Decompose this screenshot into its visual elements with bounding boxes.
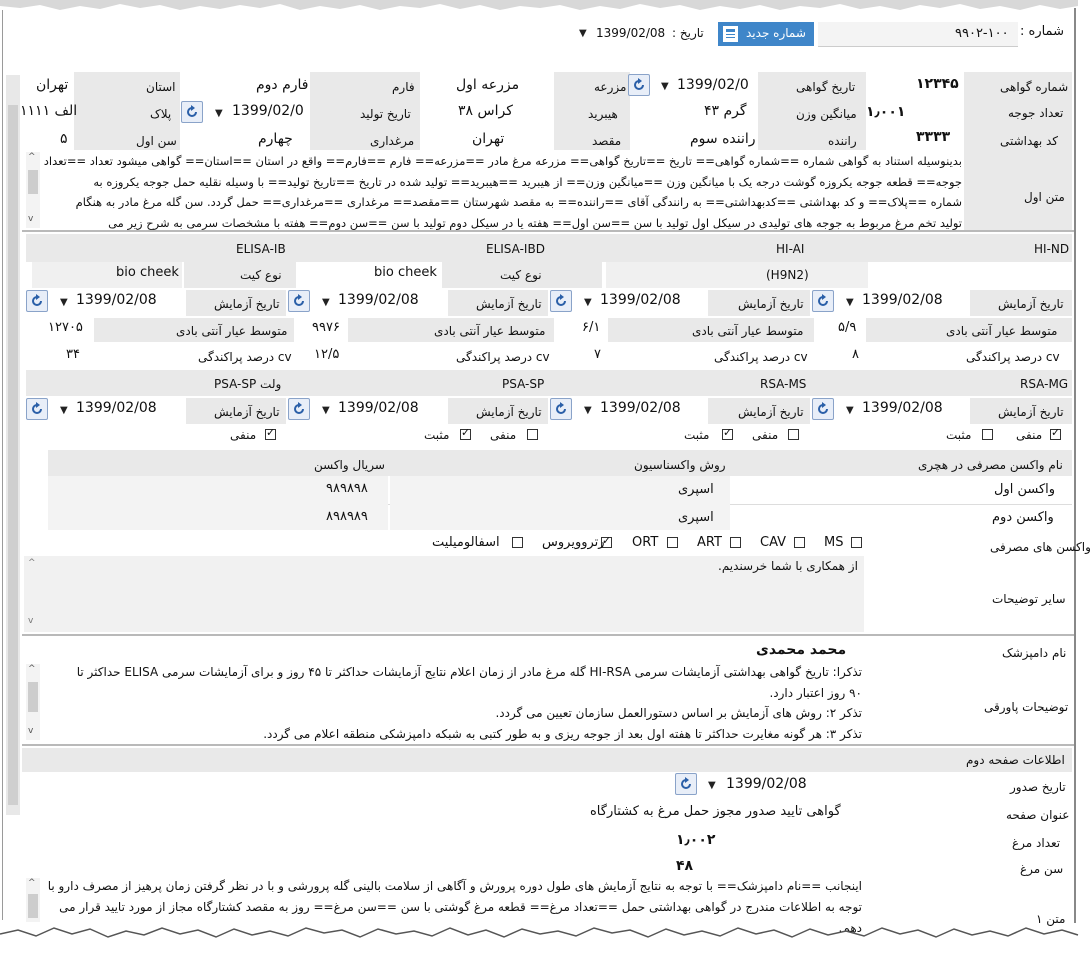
negative-label: منفی: [230, 428, 257, 442]
refresh-icon[interactable]: [675, 773, 697, 795]
cv-elisa-ibd: ۱۲/۵: [314, 347, 340, 362]
hatchery-label: مرغداری: [370, 134, 415, 148]
kit-label-ibd: نوع کیت: [500, 268, 542, 282]
refresh-icon[interactable]: [812, 398, 834, 420]
chevron-down-icon[interactable]: ▼: [584, 405, 592, 416]
text1-line: تولید تخم مرغ مربوط به جوجه های تولیدی در سیکل اول تولید با سن ==سن اول== هفته یا در سیکل دوم تولید با سن ==سن دوم== هفته با مشخصات سرمی به شرح زیر می: [108, 215, 962, 230]
tests2-header-bar: [26, 370, 1072, 396]
footnote-line: ۹۰ روز اعتبار دارد.: [769, 685, 862, 700]
bird-count-label: تعداد مرغ: [1012, 836, 1061, 850]
positive-checkbox-rsa-ms[interactable]: [722, 429, 733, 440]
chevron-down-icon[interactable]: ▼: [60, 297, 68, 308]
negative-checkbox-psa-sp[interactable]: [527, 429, 538, 440]
first-age-label: سن اول: [136, 134, 177, 148]
plate-label: پلاک: [150, 107, 172, 121]
avg-titer-hiai: ۶/۱: [582, 320, 601, 335]
test-header-hiai: HI-AI: [776, 242, 805, 256]
avg-titer-elisa-ib: ۱۲۷۰۵: [48, 320, 83, 335]
footnotes-scrollbar[interactable]: ^ v: [26, 664, 40, 740]
test-date-label-hind: تاریخ آزمایش: [998, 297, 1064, 311]
test-date-rsa-mg[interactable]: 1399/02/08: [862, 400, 943, 416]
first-age-value: ۵: [60, 131, 68, 147]
refresh-icon[interactable]: [26, 290, 48, 312]
test-header-elisa-ibd: ELISA-IBD: [486, 242, 545, 256]
issue-date-label: تاریخ صدور: [1010, 780, 1066, 794]
table-row[interactable]: [48, 476, 1072, 505]
cert-date-value[interactable]: 1399/02/0: [677, 77, 749, 93]
section-divider: [22, 744, 1074, 746]
positive-checkbox-psa-sp[interactable]: [460, 429, 471, 440]
kit-label-ib: نوع کیت: [240, 268, 282, 282]
footnote-line: تذکر ۳: هر گونه مغایرت حداکثر تا هفته اول بعد از جوجه ریزی و به طور کتبی به شبکه دامپزشکی منطقه اعلام می گردد.: [263, 726, 862, 741]
chevron-down-icon[interactable]: ▼: [579, 28, 587, 39]
test-header-elisa-ib: ELISA-IB: [236, 242, 286, 256]
text1-scrollbar[interactable]: ^ v: [26, 152, 40, 228]
vet-label: نام دامپزشک: [1002, 646, 1067, 660]
test-date-label-hiai: تاریخ آزمایش: [738, 297, 804, 311]
text1-line: جوجه== قطعه جوجه یکروزه گوشت درجه یک با میانگین وزن ==میانگین وزن== از هیبرید ==هیبرید== تولید شده در تاریخ ==تاریخ تولید== با وسیله نقلیه حمل جوجه یکروزه به: [93, 174, 962, 189]
negative-label: منفی: [1016, 428, 1043, 442]
prod-date-label: تاریخ تولید: [360, 107, 411, 121]
negative-label: منفی: [752, 428, 779, 442]
avg-titer-label: متوسط عیار آنتی بادی: [434, 324, 546, 338]
dest-value: تهران: [472, 131, 505, 147]
vaccine-checkbox-cav[interactable]: [794, 537, 805, 548]
cv-elisa-ib: ۳۴: [66, 347, 80, 362]
kit-value-ib: bio cheek: [116, 265, 179, 280]
vaccine-col-name: نام واکسن مصرفی در هچری: [918, 458, 1063, 472]
other-notes-scrollbar[interactable]: ^ v: [26, 558, 40, 630]
test-date-label-psa-sp-volt: تاریخ آزمایش: [214, 405, 280, 419]
vaccine-option-cav: CAV: [760, 535, 787, 550]
avg-titer-hind: ۵/۹: [838, 320, 857, 335]
vaccine-method: اسپری: [678, 482, 714, 497]
torn-edge-top: [0, 0, 1078, 14]
test-date-hind[interactable]: 1399/02/08: [862, 292, 943, 308]
section-divider: [22, 230, 1074, 232]
negative-checkbox-psa-sp-volt[interactable]: [265, 429, 276, 440]
bird-age-label: سن مرغ: [1020, 862, 1064, 876]
chevron-down-icon[interactable]: ▼: [322, 405, 330, 416]
test-header-rsa-mg: RSA-MG: [1020, 377, 1069, 391]
cert-label-column: [964, 72, 1072, 230]
cert-no-value: ۱۲۳۴۵: [916, 76, 959, 92]
section-divider: [22, 634, 1074, 636]
health-code-label: کد بهداشتی: [1000, 134, 1059, 148]
test-date-psa-sp-volt[interactable]: 1399/02/08: [76, 400, 157, 416]
refresh-icon[interactable]: [26, 398, 48, 420]
avg-titer-label: متوسط عیار آنتی بادی: [946, 324, 1058, 338]
left-scrollbar[interactable]: [6, 75, 20, 815]
text1-label: متن اول: [1024, 190, 1065, 204]
text1-body[interactable]: [42, 151, 962, 229]
chick-count-value: ۱٫۰۰۱: [866, 104, 906, 120]
header-date-value[interactable]: 1399/02/08: [596, 26, 666, 40]
footnotes-label: توضیحات پاورقی: [984, 700, 1069, 714]
chevron-down-icon[interactable]: ▼: [215, 108, 223, 119]
positive-label: مثبت: [424, 428, 450, 442]
chevron-down-icon[interactable]: ▼: [584, 297, 592, 308]
refresh-icon[interactable]: [550, 398, 572, 420]
calculator-icon: [723, 26, 738, 42]
chick-count-label: تعداد جوجه: [1008, 106, 1064, 120]
negative-checkbox-rsa-mg[interactable]: [1050, 429, 1061, 440]
page2-text-line: توجه به اطلاعات مندرج در گواهی بهداشتی حمل ==تعداد مرغ== قطعه مرغ گوشتی با سن ==سن مرغ== روز به مقصد کشتارگاه مجاز از مورد تایید قرار می: [59, 900, 862, 914]
hybrid-label: هیبرید: [588, 107, 618, 121]
negative-label: منفی: [490, 428, 517, 442]
new-number-button-label: شماره جدید: [746, 26, 806, 40]
cert-no-label: شماره گواهی: [1000, 80, 1069, 94]
test-date-label-psa-sp: تاریخ آزمایش: [476, 405, 542, 419]
vaccine-name: واکسن دوم: [992, 510, 1054, 525]
vaccine-checkbox-ort[interactable]: [667, 537, 678, 548]
cert-number-label: شماره :: [1020, 24, 1064, 39]
vaccine-option-encephalomyelitis: اسفالومیلیت: [432, 535, 500, 550]
dest-label: مقصد: [592, 134, 622, 148]
test-date-label-elisa-ibd: تاریخ آزمایش: [476, 297, 542, 311]
bird-age-value: ۴۸: [676, 858, 694, 874]
positive-label: مثبت: [684, 428, 710, 442]
province-label: استان: [146, 80, 176, 94]
test-header-hind: HI-ND: [1034, 242, 1070, 256]
window-left-border: [2, 10, 3, 920]
vaccine-col-serial: سریال واکسن: [314, 458, 385, 472]
refresh-icon[interactable]: [812, 290, 834, 312]
issue-date-value[interactable]: 1399/02/08: [726, 776, 807, 792]
hatchery-value: چهارم: [258, 131, 293, 147]
avg-titer-elisa-ibd: ۹۹۷۶: [312, 320, 340, 335]
chevron-down-icon[interactable]: ▼: [846, 405, 854, 416]
vaccine-option-ort: ORT: [632, 535, 659, 550]
footnote-line: تذکرا: تاریخ گواهی بهداشتی آزمایشات سرمی HI-RSA گله مرغ مادر از زمان اعلام نتایج آزمایشات حداکثر تا ۴۵ روز و برای آزمایشات سرمی ELISA حداکثر تا: [76, 665, 862, 679]
cv-hiai: ۷: [594, 347, 601, 362]
page2-section-title: اطلاعات صفحه دوم: [966, 753, 1065, 767]
cv-label: درصد پراکندگی cv: [966, 350, 1060, 364]
test-date-label-rsa-mg: تاریخ آزمایش: [998, 405, 1064, 419]
page-title-label: عنوان صفحه: [1006, 808, 1070, 822]
chevron-down-icon[interactable]: ▼: [661, 81, 669, 92]
bird-count-value: ۱٫۰۰۲: [676, 832, 716, 848]
vaccine-checkbox-encephalomyelitis[interactable]: [512, 537, 523, 548]
kit-value-ibd: bio cheek: [374, 265, 437, 280]
prod-date-value[interactable]: 1399/02/0: [232, 103, 304, 119]
table-row[interactable]: [48, 504, 1072, 530]
cv-hind: ۸: [852, 347, 859, 362]
farm-value: مزرعه اول: [456, 77, 520, 93]
vaccine-option-ms: MS: [824, 535, 844, 550]
vaccines-used-label: واکسن های مصرفی: [990, 540, 1091, 554]
farm2-label: فارم: [392, 80, 415, 94]
test-date-elisa-ibd[interactable]: 1399/02/08: [338, 292, 419, 308]
text1-line: بدینوسیله استناد به گواهی شماره ==شماره گواهی== تاریخ ==تاریخ گواهی== مزرعه مرغ مادر ==مزرعه== فارم ==فارم== واقع در استان ==استان== گواهی میشود تعداد ==تعداد: [43, 154, 962, 168]
new-number-button[interactable]: [718, 22, 814, 46]
refresh-icon[interactable]: [181, 101, 203, 123]
driver-value: راننده سوم: [690, 131, 756, 147]
vaccine-checkbox-art[interactable]: [730, 537, 741, 548]
province-value: تهران: [36, 77, 69, 93]
refresh-icon[interactable]: [288, 290, 310, 312]
footnotes-body[interactable]: [42, 662, 862, 742]
health-code-value: ۳۳۳۳: [916, 129, 951, 145]
refresh-icon[interactable]: [288, 398, 310, 420]
test-date-label-rsa-ms: تاریخ آزمایش: [738, 405, 804, 419]
positive-checkbox-rsa-mg[interactable]: [982, 429, 993, 440]
refresh-icon[interactable]: [550, 290, 572, 312]
cert-number-value: ۹۹۰۲-۱۰۰: [955, 26, 1009, 41]
chevron-down-icon[interactable]: ▼: [846, 297, 854, 308]
other-notes-text: از همکاری با شما خرسندیم.: [718, 559, 858, 573]
vaccine-name: واکسن اول: [994, 482, 1056, 497]
torn-edge-bottom: [0, 922, 1078, 953]
cv-label: درصد پراکندگی cv: [198, 350, 292, 364]
positive-label: مثبت: [946, 428, 972, 442]
page2-text-body[interactable]: [42, 876, 862, 935]
test-header-rsa-ms: RSA-MS: [760, 377, 807, 391]
page2-section-header: [22, 748, 1072, 772]
farm2-value: فارم دوم: [256, 77, 309, 93]
avg-titer-label: متوسط عیار آنتی بادی: [176, 324, 288, 338]
test-date-hiai[interactable]: 1399/02/08: [600, 292, 681, 308]
page2-text1-label: متن ۱: [1036, 912, 1066, 926]
test-date-rsa-ms[interactable]: 1399/02/08: [600, 400, 681, 416]
plate-value: ۱۱الف ۱۱: [20, 103, 78, 119]
page2-text-line: اینجانب ==نام دامپزشک== با توجه به نتایج آزمایش های طول دوره پرورش و آگاهی از سلامت بالینی گله پرورشی و با در نظر گرفتن زمان پرهیز از مصرف دارو با: [47, 879, 862, 893]
hybrid-value: کراس ۳۸: [458, 103, 513, 119]
footnote-line: تذکر ۲: روش های آزمایش بر اساس دستورالعمل سازمان تعیین می گردد.: [495, 706, 862, 720]
vaccine-method: اسپری: [678, 510, 714, 525]
window-right-border: [1074, 8, 1076, 923]
vaccine-option-art: ART: [697, 535, 722, 550]
h9n2-label: (H9N2): [766, 268, 809, 282]
vaccine-checkbox-ms[interactable]: [851, 537, 862, 548]
test-header-psa-sp-volt: PSA-SP ولت: [214, 377, 282, 391]
chevron-down-icon[interactable]: ▼: [708, 780, 716, 791]
other-notes-label: سایر توضیحات: [992, 592, 1066, 606]
driver-label: راننده: [828, 134, 857, 148]
avg-titer-label: متوسط عیار آنتی بادی: [692, 324, 804, 338]
avg-weight-value: ۴۳ گرم: [704, 103, 747, 119]
chevron-down-icon[interactable]: ▼: [60, 405, 68, 416]
vet-value: محمد محمدی: [756, 642, 847, 658]
chevron-down-icon[interactable]: ▼: [322, 297, 330, 308]
refresh-icon[interactable]: [628, 74, 650, 96]
tests1-header-bar: [26, 234, 1072, 262]
page2-text-line: دهم.: [838, 921, 862, 935]
vaccine-serial: ۸۹۸۹۸۹: [326, 509, 368, 524]
cv-label: درصد پراکندگی cv: [456, 350, 550, 364]
vaccine-col-method: روش واکسناسیون: [634, 458, 726, 472]
page-title-value: گواهی تایید صدور مجوز حمل مرغ به کشتارگاه: [590, 804, 841, 819]
test-date-label-elisa-ib: تاریخ آزمایش: [214, 297, 280, 311]
avg-weight-label: میانگین وزن: [796, 107, 857, 121]
cv-label: درصد پراکندگی cv: [714, 350, 808, 364]
cert-date-label: تاریخ گواهی: [796, 80, 856, 94]
test-header-psa-sp: PSA-SP: [502, 377, 545, 391]
h9n2-row: [606, 262, 868, 288]
page2-text-scrollbar[interactable]: ^: [26, 878, 40, 922]
test-date-psa-sp[interactable]: 1399/02/08: [338, 400, 419, 416]
farm-label: مزرعه: [594, 80, 627, 94]
vaccine-serial: ۹۸۹۸۹۸: [326, 481, 368, 496]
header-date-label: تاریخ :: [672, 26, 704, 40]
text1-line: شماره ==پلاک== و کد بهداشتی ==کدبهداشتی== به رانندگی آقای ==راننده== به مقصد شهرستان ==مقصد== مرغداری ==مرغداری== حمل گردد. سن گله مرغ مادر به هنگام: [75, 195, 962, 209]
test-date-elisa-ib[interactable]: 1399/02/08: [76, 292, 157, 308]
negative-checkbox-rsa-ms[interactable]: [788, 429, 799, 440]
vaccine-option-retrovirus: رتروویروس: [542, 535, 605, 550]
